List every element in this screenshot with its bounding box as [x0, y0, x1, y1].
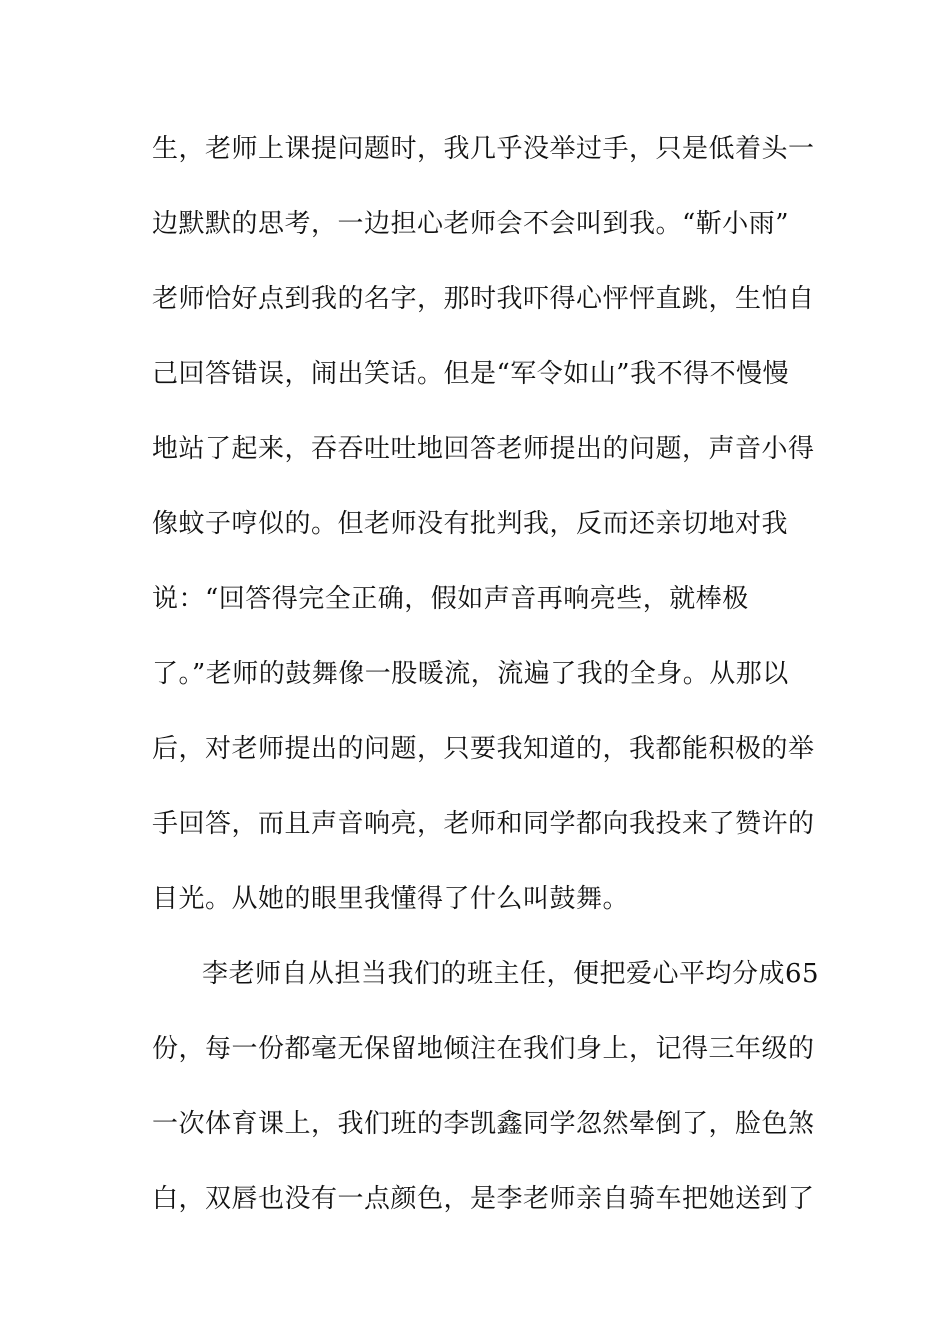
- text-line: 一次体育课上，我们班的李凯鑫同学忽然晕倒了，脸色煞: [152, 1109, 815, 1139]
- text-line: 手回答，而且声音响亮，老师和同学都向我投来了赞许的: [152, 809, 815, 839]
- text-line: 边默默的思考，一边担心老师会不会叫到我。“靳小雨”: [152, 209, 790, 239]
- text-line: 了。”老师的鼓舞像一股暖流，流遍了我的全身。从那以: [152, 659, 789, 689]
- text-line: 老师恰好点到我的名字，那时我吓得心怦怦直跳，生怕自: [152, 284, 815, 314]
- text-line: 说：“回答得完全正确，假如声音再响亮些，就棒极: [152, 584, 749, 614]
- text-line: 生，老师上课提问题时，我几乎没举过手，只是低着头一: [152, 134, 815, 164]
- text-line: 像蚊子哼似的。但老师没有批判我，反而还亲切地对我: [152, 509, 789, 539]
- text-line: 后，对老师提出的问题，只要我知道的，我都能积极的举: [152, 734, 815, 764]
- text-line: 份，每一份都毫无保留地倾注在我们身上，记得三年级的: [152, 1034, 815, 1064]
- text-line: 目光。从她的眼里我懂得了什么叫鼓舞。: [152, 884, 630, 914]
- paragraph-first-line: 李老师自从担当我们的班主任，便把爱心平均分成65: [202, 959, 820, 989]
- text-line: 己回答错误，闹出笑话。但是“军令如山”我不得不慢慢: [152, 359, 790, 389]
- text-line: 地站了起来，吞吞吐吐地回答老师提出的问题，声音小得: [152, 434, 815, 464]
- text-line: 白，双唇也没有一点颜色，是李老师亲自骑车把她送到了: [152, 1184, 815, 1214]
